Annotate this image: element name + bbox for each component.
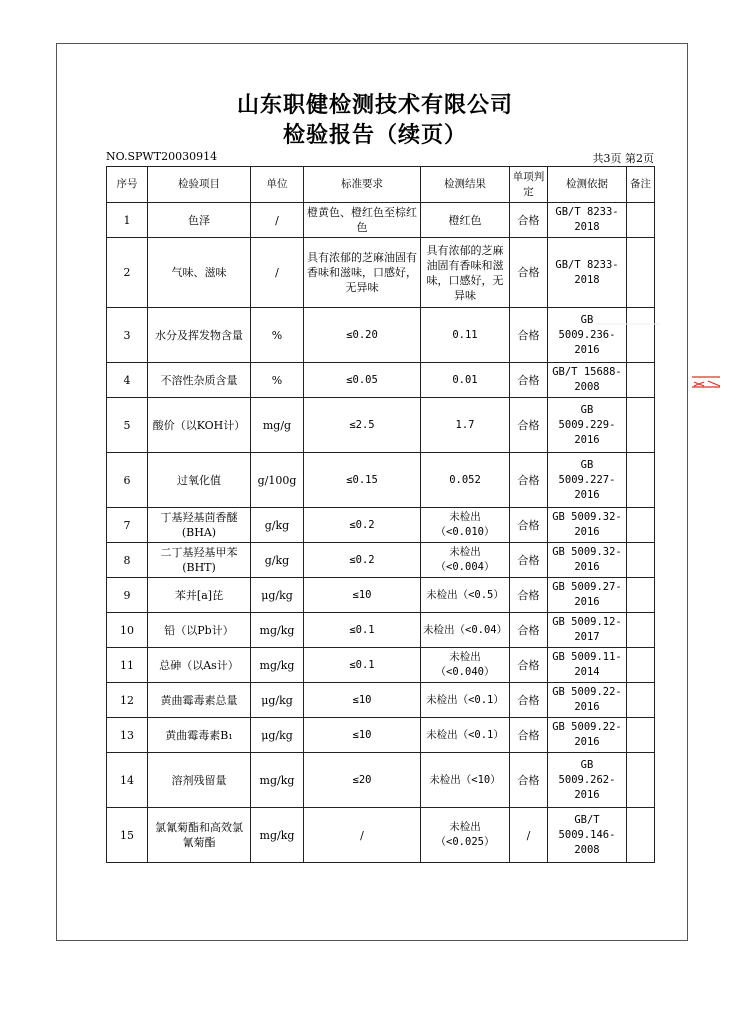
cell-no: 14 [107,753,148,808]
report-number: NO.SPWT20030914 [106,150,218,163]
cell-no: 11 [107,648,148,683]
header-result: 检测结果 [421,167,510,203]
cell-standard: ≤10 [304,718,421,753]
table-row [107,753,655,808]
cell-no: 13 [107,718,148,753]
cell-item: 丁基羟基茴香醚(BHA) [148,508,251,543]
cell-result: 0.052 [421,453,510,508]
cell-standard: 具有浓郁的芝麻油固有香味和滋味，口感好，无异味 [304,238,421,308]
cell-result: 1.7 [421,398,510,453]
inspection-table [106,166,655,863]
cell-unit: mg/kg [251,648,304,683]
cell-remark [627,578,655,613]
cell-item: 水分及挥发物含量 [148,308,251,363]
cell-no: 6 [107,453,148,508]
table-row [107,683,655,718]
cell-unit: mg/kg [251,808,304,863]
cell-remark [627,543,655,578]
table-row [107,648,655,683]
cell-item: 酸价（以KOH计） [148,398,251,453]
cell-item: 铅（以Pb计） [148,613,251,648]
cell-no: 4 [107,363,148,398]
cell-verdict: 合格 [510,238,548,308]
cell-unit: g/100g [251,453,304,508]
cell-unit: μg/kg [251,578,304,613]
cell-unit: / [251,203,304,238]
table-row [107,508,655,543]
cell-no: 2 [107,238,148,308]
cell-verdict: 合格 [510,718,548,753]
cell-remark [627,238,655,308]
cell-result: 0.01 [421,363,510,398]
table-row [107,543,655,578]
cell-item: 总砷（以As计） [148,648,251,683]
cell-result: 具有浓郁的芝麻油固有香味和滋味，口感好，无异味 [421,238,510,308]
cell-basis: GB/T 5009.146-2008 [548,808,627,863]
cell-basis: GB 5009.12-2017 [548,613,627,648]
table-row [107,398,655,453]
cell-basis: GB/T 15688-2008 [548,363,627,398]
cell-remark [627,508,655,543]
cell-no: 5 [107,398,148,453]
cell-remark [627,753,655,808]
header-standard: 标准要求 [304,167,421,203]
cell-basis: GB 5009.27-2016 [548,578,627,613]
cell-item: 色泽 [148,203,251,238]
cell-item: 溶剂残留量 [148,753,251,808]
cell-item: 苯并[a]芘 [148,578,251,613]
cell-item: 不溶性杂质含量 [148,363,251,398]
cell-verdict: 合格 [510,203,548,238]
cell-verdict: 合格 [510,753,548,808]
cell-standard: ≤20 [304,753,421,808]
header-basis: 检测依据 [548,167,627,203]
cell-basis: GB/T 8233-2018 [548,238,627,308]
cell-basis: GB 5009.22-2016 [548,718,627,753]
cell-result: 未检出（<0.010） [421,508,510,543]
cell-standard: ≤10 [304,578,421,613]
cell-remark [627,308,655,363]
cell-result: 未检出（<10） [421,753,510,808]
header-verdict: 单项判定 [510,167,548,203]
cell-verdict: 合格 [510,508,548,543]
table-row [107,578,655,613]
report-title: 检验报告（续页） [282,122,467,148]
table-header-row [107,167,655,203]
cell-result: 未检出（<0.004） [421,543,510,578]
cell-remark [627,718,655,753]
cell-standard: 橙黄色、橙红色至棕红色 [304,203,421,238]
table-row [107,238,655,308]
cell-verdict: 合格 [510,363,548,398]
cell-unit: μg/kg [251,683,304,718]
cell-no: 12 [107,683,148,718]
cell-no: 9 [107,578,148,613]
cell-item: 气味、滋味 [148,238,251,308]
cell-no: 15 [107,808,148,863]
cell-unit: g/kg [251,543,304,578]
cell-no: 1 [107,203,148,238]
cell-item: 黄曲霉毒素总量 [148,683,251,718]
header-no: 序号 [107,167,148,203]
table-row [107,718,655,753]
cell-no: 8 [107,543,148,578]
table-row [107,203,655,238]
cell-verdict: 合格 [510,308,548,363]
cell-result: 未检出（<0.5） [421,578,510,613]
cell-remark [627,453,655,508]
page-count: 共3页 第2页 [592,152,654,165]
cell-basis: GB 5009.32-2016 [548,508,627,543]
table-row [107,308,655,363]
cell-result: 未检出（<0.04） [421,613,510,648]
table-row [107,363,655,398]
cell-item: 黄曲霉毒素B₁ [148,718,251,753]
cell-result: 未检出（<0.040） [421,648,510,683]
table-row [107,453,655,508]
cell-verdict: 合格 [510,683,548,718]
cell-result: 橙红色 [421,203,510,238]
cell-unit: mg/kg [251,613,304,648]
cell-basis: GB 5009.236-2016 [548,308,627,363]
cell-verdict: 合格 [510,398,548,453]
cell-remark [627,203,655,238]
cell-no: 3 [107,308,148,363]
cell-no: 10 [107,613,148,648]
cell-basis: GB 5009.11-2014 [548,648,627,683]
cell-item: 过氧化值 [148,453,251,508]
cell-verdict: 合格 [510,543,548,578]
cell-remark [627,683,655,718]
cell-result: 未检出（<0.1） [421,718,510,753]
cell-verdict: 合格 [510,613,548,648]
cell-item: 二丁基羟基甲苯(BHT) [148,543,251,578]
cell-standard: ≤0.20 [304,308,421,363]
stamp-fragment-icon [690,374,722,388]
company-name: 山东职健检测技术有限公司 [236,92,513,118]
cell-standard: ≤0.1 [304,648,421,683]
cell-no: 7 [107,508,148,543]
cell-remark [627,613,655,648]
cell-remark [627,808,655,863]
cell-standard: ≤0.05 [304,363,421,398]
cell-standard: ≤0.2 [304,508,421,543]
cell-remark [627,363,655,398]
cell-unit: % [251,363,304,398]
table-row [107,613,655,648]
header-remark: 备注 [627,167,655,203]
cell-remark [627,398,655,453]
header-unit: 单位 [251,167,304,203]
cell-unit: mg/g [251,398,304,453]
cell-remark [627,648,655,683]
cell-basis: GB 5009.32-2016 [548,543,627,578]
cell-result: 0.11 [421,308,510,363]
cell-verdict: / [510,808,548,863]
cell-standard: ≤0.1 [304,613,421,648]
cell-basis: GB/T 8233-2018 [548,203,627,238]
watermark-mark [596,322,660,326]
cell-standard: ≤0.2 [304,543,421,578]
cell-verdict: 合格 [510,453,548,508]
cell-item: 氯氰菊酯和高效氯氰菊酯 [148,808,251,863]
cell-verdict: 合格 [510,578,548,613]
cell-verdict: 合格 [510,648,548,683]
cell-standard: ≤10 [304,683,421,718]
cell-unit: % [251,308,304,363]
table-row [107,808,655,863]
header-item: 检验项目 [148,167,251,203]
cell-basis: GB 5009.227-2016 [548,453,627,508]
cell-unit: g/kg [251,508,304,543]
cell-standard: ≤0.15 [304,453,421,508]
cell-result: 未检出（<0.1） [421,683,510,718]
cell-result: 未检出（<0.025） [421,808,510,863]
cell-standard: ≤2.5 [304,398,421,453]
cell-basis: GB 5009.229-2016 [548,398,627,453]
cell-standard: / [304,808,421,863]
cell-basis: GB 5009.262-2016 [548,753,627,808]
cell-unit: mg/kg [251,753,304,808]
cell-unit: μg/kg [251,718,304,753]
cell-basis: GB 5009.22-2016 [548,683,627,718]
cell-unit: / [251,238,304,308]
